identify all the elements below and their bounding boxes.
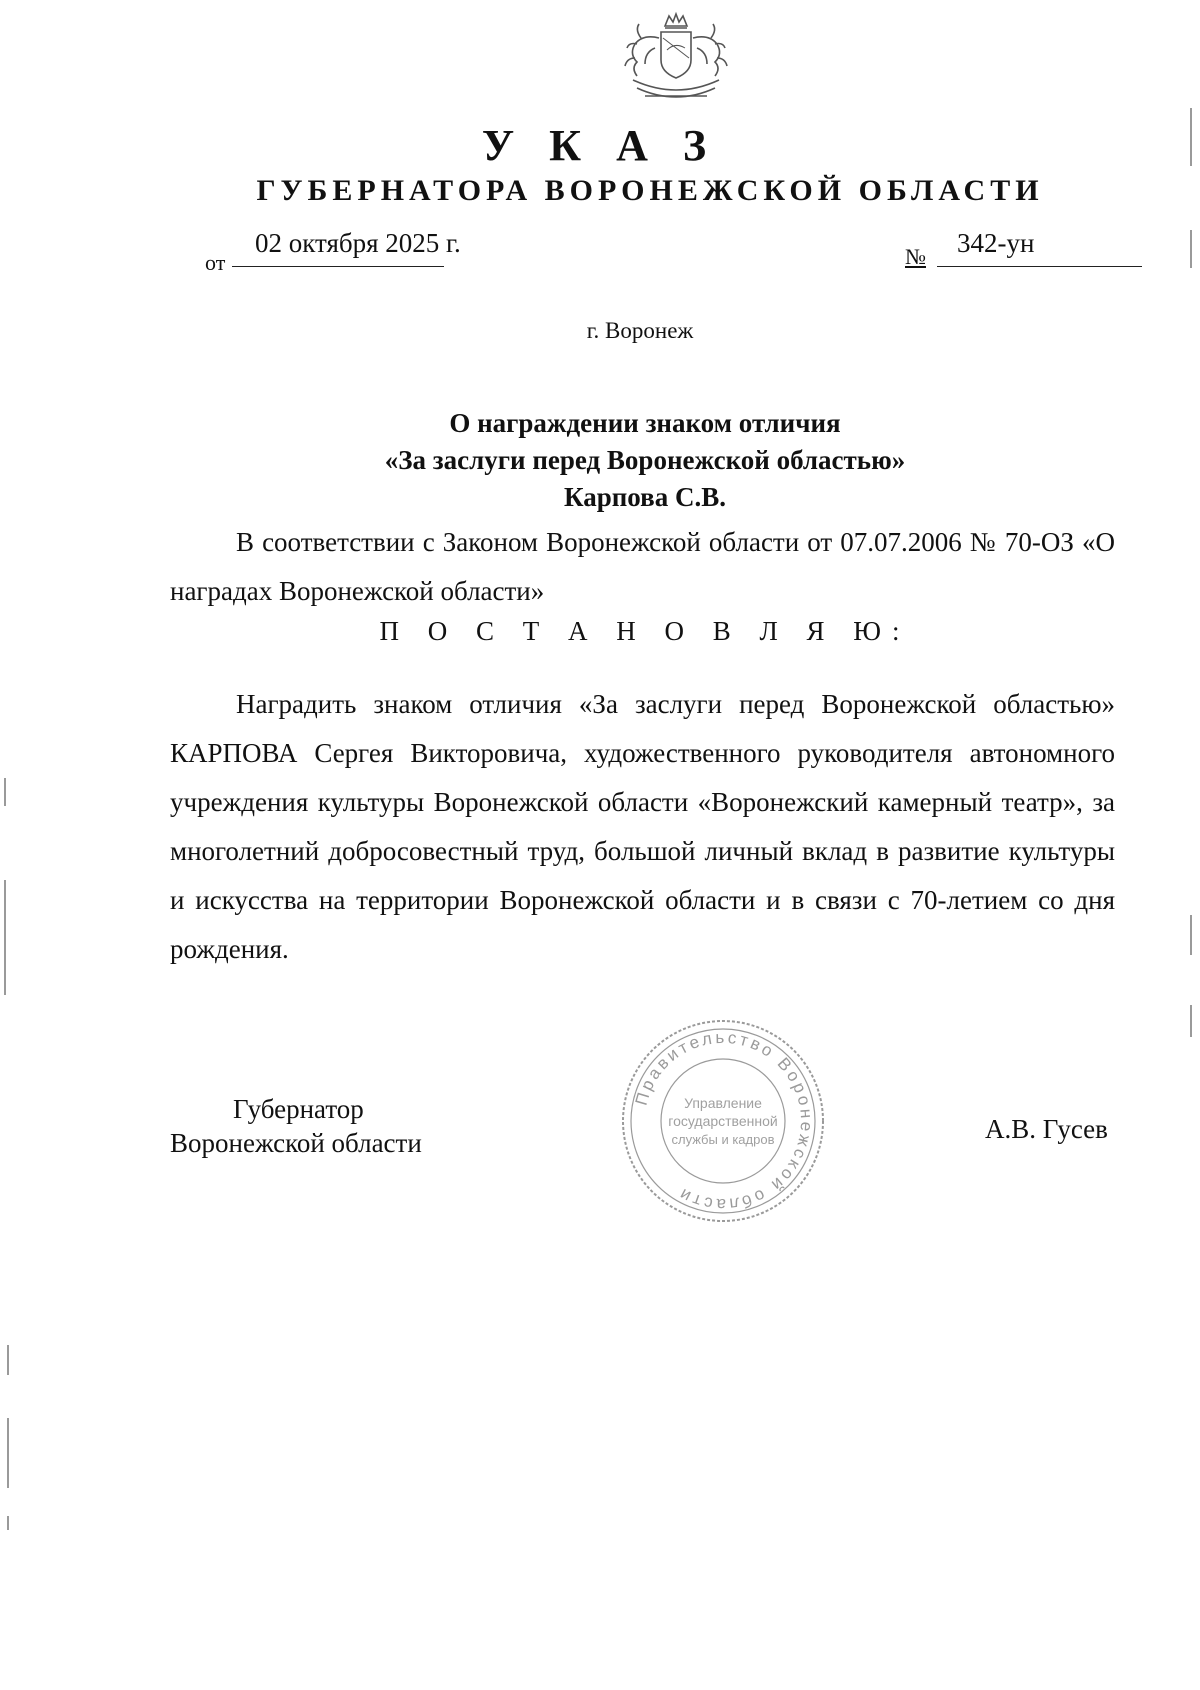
- document-number: 342-ун: [957, 228, 1035, 258]
- scan-edge-mark: [1190, 915, 1192, 955]
- stamp-center-line: государственной: [668, 1113, 778, 1129]
- award-text: Наградить знаком отличия «За заслуги перед Воронежской областью» КАРПОВА Сергея Викторовича, художественного руководителя автономного учреждения культуры Воронежской области «Воронежский камерный театр», за многолетний добросовестный труд, большой личный вклад в развитие культуры и искусства на территории Воронежской области и в связи с 70-летием со дня рождения.: [170, 689, 1115, 964]
- signatory-name: А.В. Гусев: [985, 1114, 1108, 1144]
- scan-edge-mark: [1190, 230, 1192, 268]
- decree-word: П О С Т А Н О В Л Я Ю:: [379, 616, 911, 646]
- scan-edge-mark: [1190, 1005, 1192, 1037]
- date-prefix: от: [205, 250, 226, 275]
- scan-edge-mark: [7, 1418, 9, 1488]
- scan-edge-mark: [4, 880, 6, 995]
- scan-edge-mark: [4, 778, 6, 806]
- position-line: Губернатор: [233, 1094, 364, 1124]
- signatory-position: [170, 1092, 422, 1160]
- city: г. Воронеж: [586, 318, 694, 343]
- coat-of-arms-icon: [615, 8, 737, 112]
- number-prefix: №: [905, 244, 926, 269]
- number-underline: [937, 266, 1142, 267]
- scan-edge-mark: [7, 1516, 9, 1530]
- decree-heading: [170, 405, 1120, 516]
- stamp-center-line: службы и кадров: [671, 1132, 775, 1147]
- document-date: 02 октября 2025 г.: [255, 228, 461, 258]
- scan-edge-mark: [7, 1345, 9, 1375]
- heading-line: Карпова С.В.: [564, 482, 726, 512]
- position-line: Воронежской области: [170, 1128, 422, 1158]
- legal-basis-paragraph: [170, 518, 1115, 616]
- award-paragraph: [170, 680, 1115, 974]
- document-title: У К А З: [481, 121, 719, 170]
- document-subtitle: ГУБЕРНАТОРА ВОРОНЕЖСКОЙ ОБЛАСТИ: [256, 174, 1044, 207]
- heading-line: О награждении знаком отличия: [449, 408, 841, 438]
- heading-line: «За заслуги перед Воронежской областью»: [384, 445, 906, 475]
- stamp-center-line: Управление: [684, 1095, 762, 1111]
- stamp-ring-text: Правительство Воронежской области: [631, 1027, 817, 1215]
- legal-basis-text: В соответствии с Законом Воронежской области от 07.07.2006 № 70-ОЗ «О наградах Воронежской области»: [170, 527, 1115, 606]
- date-underline: [232, 266, 444, 267]
- official-stamp-icon: [618, 1016, 828, 1226]
